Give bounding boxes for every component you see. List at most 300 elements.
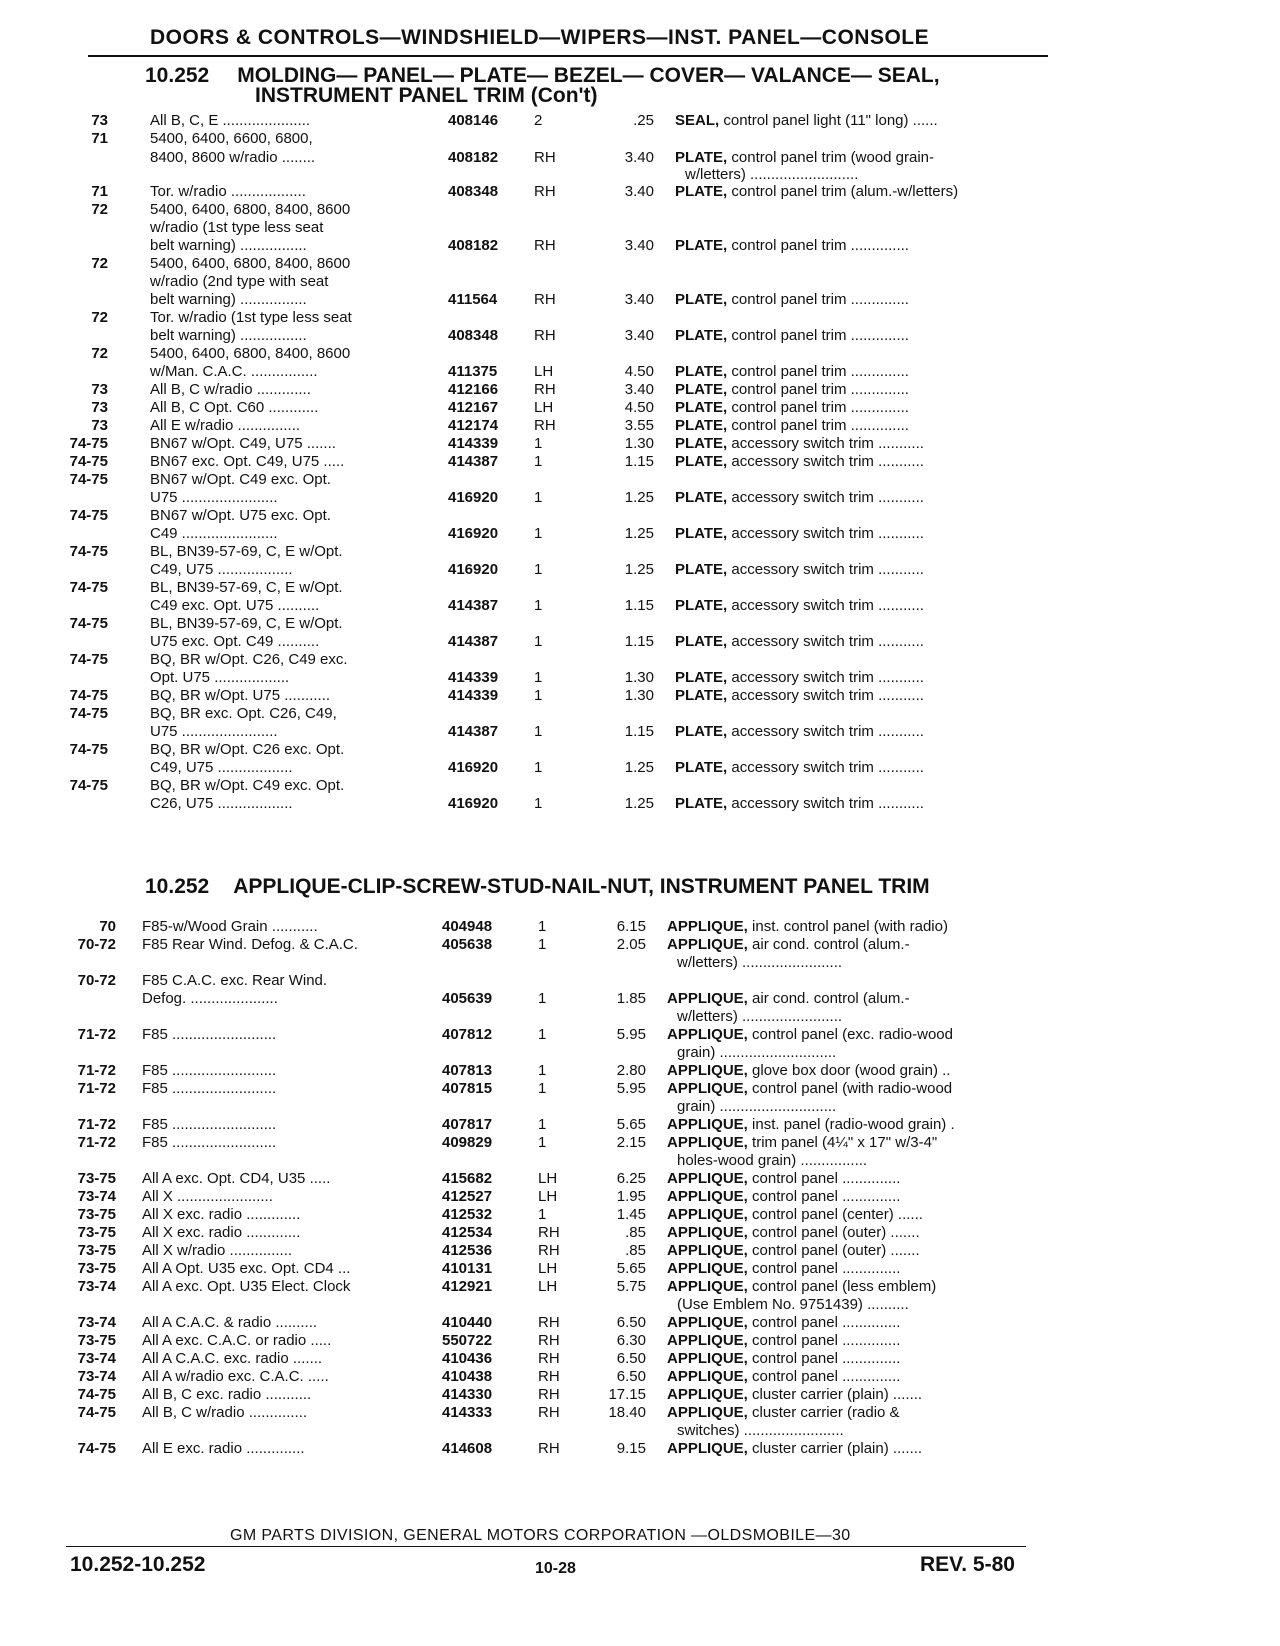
item-description-cell <box>667 1242 920 1259</box>
year-cell: 73-75 <box>77 1224 116 1241</box>
item-detail: control panel .............. <box>747 1368 901 1385</box>
part-number-cell: 404948 <box>442 918 493 935</box>
year-cell: 73 <box>91 112 108 129</box>
model-description-cell: F85 ......................... <box>142 1026 277 1043</box>
item-detail: control panel trim .............. <box>727 417 909 434</box>
item-description-cell <box>675 363 909 380</box>
quantity-cell: 1 <box>534 561 543 578</box>
model-description-cell: belt warning) ................ <box>150 327 307 344</box>
model-description-cell: w/Man. C.A.C. ................ <box>150 363 318 380</box>
item-name: APPLIQUE, <box>667 1368 748 1385</box>
price-cell: 3.40 <box>624 237 654 254</box>
year-cell: 72 <box>91 201 108 218</box>
quantity-cell: 1 <box>538 1206 547 1223</box>
part-number-cell: 414387 <box>448 453 499 470</box>
quantity-cell: RH <box>538 1242 560 1259</box>
item-name: PLATE, <box>675 363 728 380</box>
year-cell: 74-75 <box>69 507 108 524</box>
item-detail: inst. panel (radio-wood grain) . <box>747 1116 955 1133</box>
item-detail: accessory switch trim ........... <box>727 435 924 452</box>
part-number-cell: 409829 <box>442 1134 493 1151</box>
item-name: PLATE, <box>675 381 728 398</box>
year-cell: 71-72 <box>77 1026 116 1043</box>
price-cell: 6.30 <box>616 1332 646 1349</box>
part-number-cell: 408146 <box>448 112 499 129</box>
model-description-cell: w/radio (2nd type with seat <box>150 273 329 290</box>
model-description-cell: All A Opt. U35 exc. Opt. CD4 ... <box>142 1260 351 1277</box>
year-cell: 71-72 <box>77 1062 116 1079</box>
part-number-cell: 412174 <box>448 417 499 434</box>
price-cell: 1.25 <box>624 759 654 776</box>
year-cell: 73-74 <box>77 1278 116 1295</box>
model-description-cell: Tor. w/radio (1st type less seat <box>150 309 352 326</box>
part-number-cell: 410131 <box>442 1260 493 1277</box>
model-description-cell: U75 ....................... <box>150 723 278 740</box>
item-description-cell <box>675 687 924 704</box>
model-description-cell: All A exc. Opt. U35 Elect. Clock <box>142 1278 351 1295</box>
item-description-cell <box>667 1278 936 1295</box>
item-name: PLATE, <box>675 597 728 614</box>
model-description-cell: All B, C, E ..................... <box>150 112 311 129</box>
model-description-cell: All X exc. radio ............. <box>142 1224 301 1241</box>
item-detail: (Use Emblem No. 9751439) .......... <box>677 1296 909 1313</box>
part-number-cell: 416920 <box>448 561 499 578</box>
item-name: PLATE, <box>675 669 728 686</box>
item-detail: control panel trim .............. <box>727 327 909 344</box>
part-number-cell: 414608 <box>442 1440 493 1457</box>
part-number-cell: 410438 <box>442 1368 493 1385</box>
item-name: PLATE, <box>675 489 728 506</box>
year-cell: 74-75 <box>69 687 108 704</box>
model-description-cell: BN67 w/Opt. C49, U75 ....... <box>150 435 336 452</box>
section-title-line2: INSTRUMENT PANEL TRIM (Con't) <box>255 84 598 107</box>
footer-rule <box>66 1546 1026 1547</box>
price-cell: 6.50 <box>616 1350 646 1367</box>
part-number-cell: 410440 <box>442 1314 493 1331</box>
item-description-cell <box>667 936 910 953</box>
price-cell: 9.15 <box>616 1440 646 1457</box>
year-cell: 71-72 <box>77 1134 116 1151</box>
item-name: PLATE, <box>675 327 728 344</box>
item-detail: control panel (exc. radio-wood <box>747 1026 953 1043</box>
quantity-cell: 1 <box>538 1134 547 1151</box>
model-description-cell: C49 ....................... <box>150 525 278 542</box>
price-cell: 18.40 <box>608 1404 646 1421</box>
section-number: 10.252 <box>145 64 210 87</box>
item-description-cell <box>675 381 909 398</box>
item-name: APPLIQUE, <box>667 1224 748 1241</box>
model-description-cell: F85 ......................... <box>142 1116 277 1133</box>
model-description-cell: All X w/radio ............... <box>142 1242 293 1259</box>
quantity-cell: 1 <box>534 633 543 650</box>
quantity-cell: RH <box>534 183 556 200</box>
price-cell: 1.15 <box>624 597 654 614</box>
part-number-cell: 550722 <box>442 1332 493 1349</box>
item-detail: accessory switch trim ........... <box>727 525 924 542</box>
quantity-cell: RH <box>534 291 556 308</box>
item-name: PLATE, <box>675 399 728 416</box>
item-description-cell <box>675 489 924 506</box>
part-number-cell: 416920 <box>448 795 499 812</box>
item-description-cell <box>667 1368 900 1385</box>
item-detail: control panel .............. <box>747 1188 901 1205</box>
item-detail: accessory switch trim ........... <box>727 561 924 578</box>
part-number-cell: 414339 <box>448 687 499 704</box>
model-description-cell: BQ, BR w/Opt. C26 exc. Opt. <box>150 741 345 758</box>
item-detail: accessory switch trim ........... <box>727 723 924 740</box>
part-number-cell: 408348 <box>448 327 499 344</box>
item-detail: accessory switch trim ........... <box>727 453 924 470</box>
footer-range: 10.252-10.252 <box>70 1553 206 1576</box>
year-cell: 74-75 <box>69 705 108 722</box>
part-number-cell: 411375 <box>448 363 498 380</box>
price-cell: 1.30 <box>624 669 654 686</box>
model-description-cell: 8400, 8600 w/radio ........ <box>150 149 316 166</box>
part-number-cell: 410436 <box>442 1350 493 1367</box>
quantity-cell: RH <box>538 1314 560 1331</box>
item-detail: control panel (center) ...... <box>747 1206 923 1223</box>
part-number-cell: 414387 <box>448 597 499 614</box>
quantity-cell: 1 <box>534 597 543 614</box>
item-name: APPLIQUE, <box>667 1206 748 1223</box>
part-number-cell: 407812 <box>442 1026 493 1043</box>
item-description-cell <box>675 597 924 614</box>
item-name: APPLIQUE, <box>667 1332 748 1349</box>
item-description-cell <box>675 723 924 740</box>
year-cell: 74-75 <box>69 471 108 488</box>
item-detail: cluster carrier (plain) ....... <box>747 1440 923 1457</box>
footer-page-number: 10-28 <box>535 1560 576 1577</box>
price-cell: .85 <box>625 1224 646 1241</box>
price-cell: 3.40 <box>624 327 654 344</box>
item-name: APPLIQUE, <box>667 1080 748 1097</box>
item-detail: control panel trim .............. <box>727 291 909 308</box>
price-cell: 1.15 <box>624 453 654 470</box>
year-cell: 73-74 <box>77 1314 116 1331</box>
item-description-cell <box>677 954 842 971</box>
model-description-cell: F85 C.A.C. exc. Rear Wind. <box>142 972 328 989</box>
year-cell: 73-74 <box>77 1368 116 1385</box>
item-description-cell <box>667 1134 937 1151</box>
year-cell: 71-72 <box>77 1116 116 1133</box>
quantity-cell: LH <box>538 1278 558 1295</box>
item-description-cell <box>667 1116 955 1133</box>
price-cell: 5.95 <box>616 1026 646 1043</box>
item-detail: control panel (less emblem) <box>747 1278 937 1295</box>
item-description-cell <box>675 183 958 200</box>
section-title-line1: MOLDING— PANEL— PLATE— BEZEL— COVER— VALANCE— SEAL, <box>237 64 940 87</box>
year-cell: 73 <box>91 399 108 416</box>
item-description-cell <box>677 1008 842 1025</box>
model-description-cell: 5400, 6400, 6800, 8400, 8600 <box>150 255 351 272</box>
item-name: PLATE, <box>675 759 728 776</box>
part-number-cell: 412167 <box>448 399 499 416</box>
item-name: PLATE, <box>675 435 728 452</box>
quantity-cell: RH <box>538 1224 560 1241</box>
item-description-cell <box>667 1224 920 1241</box>
price-cell: 6.15 <box>616 918 646 935</box>
item-name: APPLIQUE, <box>667 1350 748 1367</box>
part-number-cell: 414339 <box>448 669 499 686</box>
model-description-cell: 5400, 6400, 6600, 6800, <box>150 130 313 147</box>
model-description-cell: F85 ......................... <box>142 1080 277 1097</box>
item-description-cell <box>667 1260 900 1277</box>
item-name: PLATE, <box>675 183 728 200</box>
quantity-cell: RH <box>534 417 556 434</box>
price-cell: 2.80 <box>616 1062 646 1079</box>
part-number-cell: 412534 <box>442 1224 493 1241</box>
model-description-cell: F85 ......................... <box>142 1134 277 1151</box>
model-description-cell: BL, BN39-57-69, C, E w/Opt. <box>150 615 343 632</box>
model-description-cell: All X ....................... <box>142 1188 273 1205</box>
price-cell: 3.55 <box>624 417 654 434</box>
model-description-cell: BN67 exc. Opt. C49, U75 ..... <box>150 453 345 470</box>
item-name: APPLIQUE, <box>667 1242 748 1259</box>
item-detail: holes-wood grain) ................ <box>677 1152 868 1169</box>
section-title-text: APPLIQUE-CLIP-SCREW-STUD-NAIL-NUT, INSTRUMENT PANEL TRIM <box>233 875 930 898</box>
item-description-cell <box>677 1422 844 1439</box>
model-description-cell: All A C.A.C. exc. radio ....... <box>142 1350 323 1367</box>
item-description-cell <box>667 1206 923 1223</box>
part-number-cell: 411564 <box>448 291 498 308</box>
price-cell: 1.30 <box>624 435 654 452</box>
price-cell: 1.25 <box>624 489 654 506</box>
model-description-cell: w/radio (1st type less seat <box>150 219 324 236</box>
price-cell: 1.15 <box>624 633 654 650</box>
part-number-cell: 414339 <box>448 435 499 452</box>
model-description-cell: BQ, BR w/Opt. U75 ........... <box>150 687 331 704</box>
quantity-cell: RH <box>534 327 556 344</box>
item-detail: w/letters) ........................ <box>677 1008 843 1025</box>
quantity-cell: RH <box>538 1386 560 1403</box>
model-description-cell: C26, U75 .................. <box>150 795 293 812</box>
item-detail: accessory switch trim ........... <box>727 759 924 776</box>
quantity-cell: LH <box>534 363 554 380</box>
model-description-cell: Defog. ..................... <box>142 990 278 1007</box>
item-detail: control panel trim .............. <box>727 399 909 416</box>
part-number-cell: 408182 <box>448 149 499 166</box>
quantity-cell: 1 <box>534 687 543 704</box>
item-description-cell <box>667 1026 953 1043</box>
price-cell: 1.15 <box>624 723 654 740</box>
price-cell: 5.95 <box>616 1080 646 1097</box>
item-description-cell <box>685 166 858 183</box>
item-detail: trim panel (4¼" x 17" w/3-4" <box>747 1134 938 1151</box>
item-detail: accessory switch trim ........... <box>727 795 924 812</box>
model-description-cell: All B, C w/radio ............. <box>150 381 311 398</box>
model-description-cell: BQ, BR w/Opt. C26, C49 exc. <box>150 651 348 668</box>
year-cell: 73-75 <box>77 1206 116 1223</box>
model-description-cell: BN67 w/Opt. C49 exc. Opt. <box>150 471 331 488</box>
model-description-cell: All A w/radio exc. C.A.C. ..... <box>142 1368 329 1385</box>
year-cell: 73-74 <box>77 1188 116 1205</box>
model-description-cell: 5400, 6400, 6800, 8400, 8600 <box>150 345 351 362</box>
model-description-cell: C49, U75 .................. <box>150 561 293 578</box>
item-description-cell <box>675 561 924 578</box>
year-cell: 73 <box>91 417 108 434</box>
item-detail: control panel trim (wood grain- <box>727 149 934 166</box>
model-description-cell: F85 ......................... <box>142 1062 277 1079</box>
part-number-cell: 414330 <box>442 1386 493 1403</box>
item-description-cell <box>675 237 909 254</box>
item-name: APPLIQUE, <box>667 1314 748 1331</box>
quantity-cell: 2 <box>534 112 543 129</box>
quantity-cell: LH <box>538 1188 558 1205</box>
item-detail: air cond. control (alum.- <box>747 936 910 953</box>
part-number-cell: 415682 <box>442 1170 493 1187</box>
year-cell: 74-75 <box>77 1440 116 1457</box>
item-description-cell <box>667 1386 922 1403</box>
price-cell: 1.25 <box>624 795 654 812</box>
quantity-cell: RH <box>538 1404 560 1421</box>
item-detail: control panel trim .............. <box>727 237 909 254</box>
part-number-cell: 407817 <box>442 1116 493 1133</box>
model-description-cell: belt warning) ................ <box>150 291 307 308</box>
price-cell: 3.40 <box>624 183 654 200</box>
price-cell: 5.75 <box>616 1278 646 1295</box>
item-description-cell <box>675 327 909 344</box>
price-cell: 1.25 <box>624 561 654 578</box>
part-number-cell: 412532 <box>442 1206 493 1223</box>
quantity-cell: RH <box>538 1350 560 1367</box>
quantity-cell: 1 <box>538 1062 547 1079</box>
price-cell: 5.65 <box>616 1116 646 1133</box>
item-detail: w/letters) ........................ <box>677 954 843 971</box>
year-cell: 72 <box>91 309 108 326</box>
item-description-cell <box>677 1098 836 1115</box>
item-name: PLATE, <box>675 417 728 434</box>
item-name: PLATE, <box>675 525 728 542</box>
quantity-cell: 1 <box>538 918 547 935</box>
item-name: APPLIQUE, <box>667 1116 748 1133</box>
quantity-cell: 1 <box>538 1026 547 1043</box>
item-detail: air cond. control (alum.- <box>747 990 910 1007</box>
price-cell: 1.85 <box>616 990 646 1007</box>
quantity-cell: RH <box>538 1332 560 1349</box>
item-description-cell <box>675 417 909 434</box>
item-name: PLATE, <box>675 237 728 254</box>
item-description-cell <box>675 453 924 470</box>
model-description-cell: BL, BN39-57-69, C, E w/Opt. <box>150 579 343 596</box>
year-cell: 74-75 <box>69 651 108 668</box>
price-cell: 3.40 <box>624 381 654 398</box>
part-number-cell: 416920 <box>448 525 499 542</box>
model-description-cell: BQ, BR exc. Opt. C26, C49, <box>150 705 337 722</box>
item-description-cell <box>677 1152 867 1169</box>
quantity-cell: 1 <box>534 489 543 506</box>
part-number-cell: 412536 <box>442 1242 493 1259</box>
year-cell: 74-75 <box>69 543 108 560</box>
part-number-cell: 407813 <box>442 1062 493 1079</box>
model-description-cell: All B, C w/radio .............. <box>142 1404 308 1421</box>
item-name: APPLIQUE, <box>667 1440 748 1457</box>
item-detail: control panel .............. <box>747 1350 901 1367</box>
item-name: APPLIQUE, <box>667 1026 748 1043</box>
year-cell: 73-75 <box>77 1260 116 1277</box>
item-description-cell <box>675 291 909 308</box>
quantity-cell: 1 <box>534 759 543 776</box>
item-name: PLATE, <box>675 149 728 166</box>
part-number-cell: 412921 <box>442 1278 493 1295</box>
model-description-cell: C49 exc. Opt. U75 .......... <box>150 597 320 614</box>
item-detail: control panel .............. <box>747 1332 901 1349</box>
model-description-cell: All X exc. radio ............. <box>142 1206 301 1223</box>
item-detail: control panel (outer) ....... <box>747 1242 920 1259</box>
model-description-cell: BQ, BR w/Opt. C49 exc. Opt. <box>150 777 345 794</box>
item-description-cell <box>675 759 924 776</box>
item-detail: glove box door (wood grain) .. <box>747 1062 951 1079</box>
footer-division: GM PARTS DIVISION, GENERAL MOTORS CORPORATION —OLDSMOBILE—30 <box>230 1527 851 1544</box>
item-detail: accessory switch trim ........... <box>727 633 924 650</box>
model-description-cell: 5400, 6400, 6800, 8400, 8600 <box>150 201 351 218</box>
item-detail: grain) ............................ <box>677 1098 837 1115</box>
item-description-cell <box>667 1062 950 1079</box>
part-number-cell: 414333 <box>442 1404 493 1421</box>
item-detail: accessory switch trim ........... <box>727 687 924 704</box>
item-description-cell <box>667 1404 900 1421</box>
price-cell: 1.45 <box>616 1206 646 1223</box>
model-description-cell: Opt. U75 .................. <box>150 669 290 686</box>
price-cell: 3.40 <box>624 291 654 308</box>
price-cell: 4.50 <box>624 399 654 416</box>
year-cell: 74-75 <box>69 453 108 470</box>
item-detail: cluster carrier (radio & <box>747 1404 900 1421</box>
item-description-cell <box>667 990 910 1007</box>
year-cell: 71 <box>91 130 108 147</box>
quantity-cell: RH <box>534 381 556 398</box>
quantity-cell: RH <box>534 237 556 254</box>
part-number-cell: 412527 <box>442 1188 493 1205</box>
price-cell: 6.25 <box>616 1170 646 1187</box>
year-cell: 74-75 <box>69 777 108 794</box>
item-detail: control panel .............. <box>747 1170 901 1187</box>
part-number-cell: 405638 <box>442 936 493 953</box>
part-number-cell: 414387 <box>448 633 499 650</box>
model-description-cell: Tor. w/radio .................. <box>150 183 306 200</box>
item-detail: control panel trim (alum.-w/letters) <box>727 183 959 200</box>
item-description-cell <box>667 1332 900 1349</box>
quantity-cell: 1 <box>534 795 543 812</box>
model-description-cell: F85-w/Wood Grain ........... <box>142 918 318 935</box>
item-detail: control panel .............. <box>747 1260 901 1277</box>
item-detail: control panel .............. <box>747 1314 901 1331</box>
item-detail: control panel trim .............. <box>727 363 909 380</box>
model-description-cell: U75 exc. Opt. C49 .......... <box>150 633 320 650</box>
item-detail: accessory switch trim ........... <box>727 489 924 506</box>
quantity-cell: LH <box>538 1260 558 1277</box>
quantity-cell: 1 <box>534 453 543 470</box>
quantity-cell: 1 <box>534 435 543 452</box>
price-cell: .25 <box>633 112 654 129</box>
item-name: APPLIQUE, <box>667 990 748 1007</box>
price-cell: 17.15 <box>608 1386 646 1403</box>
price-cell: 1.25 <box>624 525 654 542</box>
item-name: APPLIQUE, <box>667 1170 748 1187</box>
year-cell: 70 <box>99 918 116 935</box>
model-description-cell: belt warning) ................ <box>150 237 307 254</box>
section-number: 10.252 <box>145 875 210 898</box>
quantity-cell: LH <box>538 1170 558 1187</box>
item-detail: grain) ............................ <box>677 1044 837 1061</box>
section-title-molding <box>145 66 1045 106</box>
item-detail: accessory switch trim ........... <box>727 597 924 614</box>
item-detail: control panel (with radio-wood <box>747 1080 953 1097</box>
item-name: APPLIQUE, <box>667 1404 748 1421</box>
item-name: APPLIQUE, <box>667 1260 748 1277</box>
item-name: PLATE, <box>675 723 728 740</box>
part-number-cell: 412166 <box>448 381 499 398</box>
item-name: PLATE, <box>675 561 728 578</box>
